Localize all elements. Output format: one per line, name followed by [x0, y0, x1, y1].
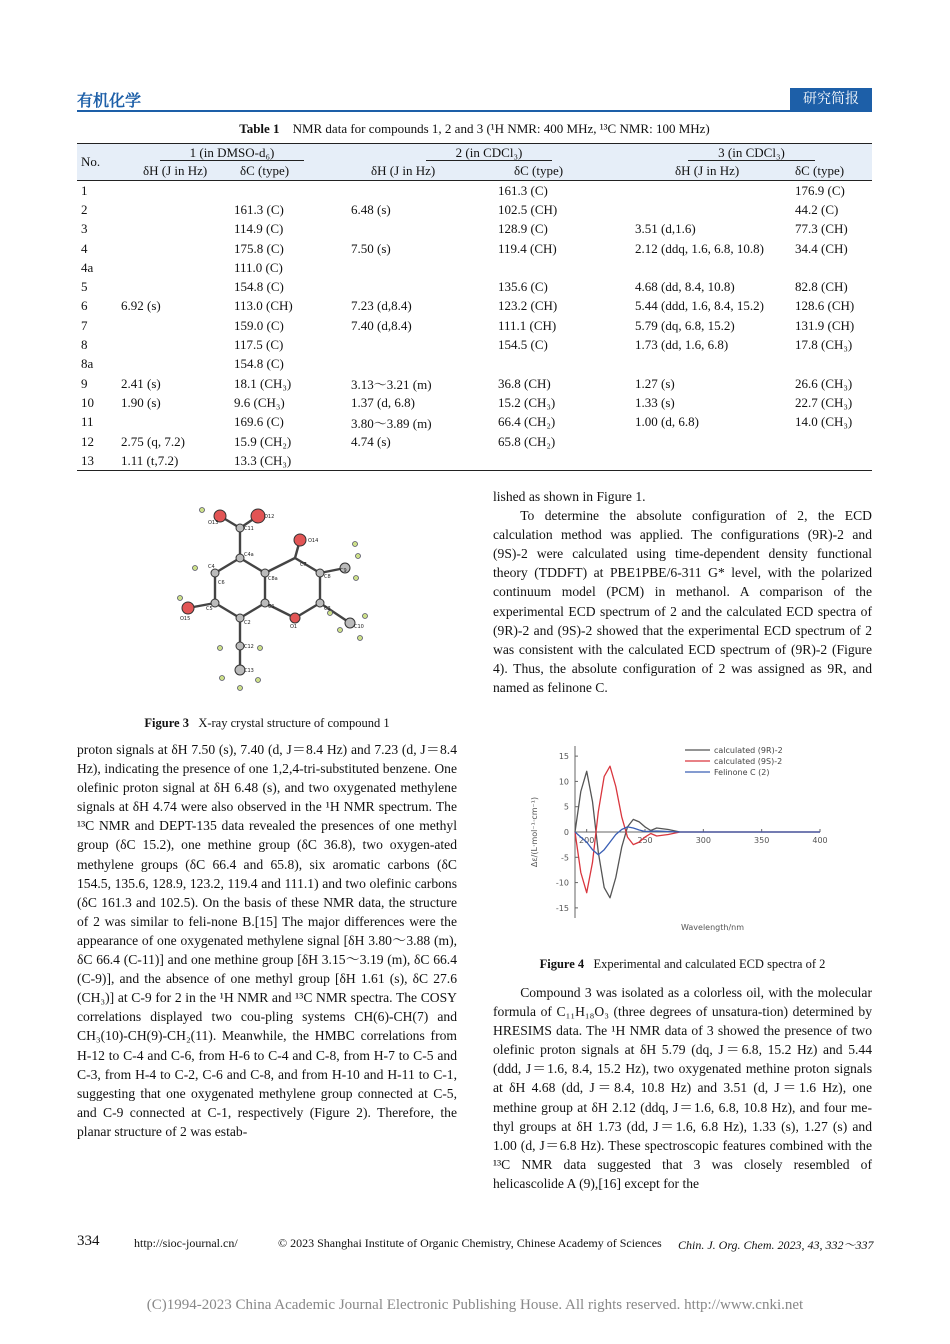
table-cell: 8: [81, 337, 88, 353]
footer-citation: Chin. J. Org. Chem. 2023, 43, 332～337: [678, 1238, 874, 1252]
table-cell: [494, 258, 631, 277]
atom-label: C1: [268, 604, 275, 610]
table-cell: 111.0 (C): [234, 259, 283, 275]
series-line-1: [575, 771, 820, 898]
table-cell: [117, 355, 230, 374]
table-cell: 117.5 (C): [234, 337, 284, 353]
table-group-1: 1 (in DMSO-d₆): [117, 144, 347, 163]
table-cell: [347, 258, 494, 277]
table-cell: 1.73 (dd, 1.6, 6.8): [635, 337, 729, 353]
table-cell: 154.8 (C): [234, 279, 284, 295]
table-row: [77, 239, 872, 258]
table-cell: 102.5 (CH): [498, 201, 558, 217]
table-cell: 6.92 (s): [121, 298, 161, 314]
table-cell: 5: [81, 279, 88, 295]
y-tick-label: -15: [555, 903, 569, 913]
table-row: [77, 451, 872, 471]
table-cell: 128.6 (CH): [795, 298, 855, 314]
table-row: [77, 316, 872, 335]
y-tick-label: 15: [558, 752, 569, 762]
atom-label: C10: [354, 624, 364, 630]
table-subhead: δH (J in Hz): [347, 162, 494, 181]
table-cell: 4.68 (dd, 8.4, 10.8): [635, 279, 735, 295]
figure3-caption: Figure 3 X-ray crystal structure of compound 1: [144, 716, 390, 730]
table-subhead: δH (J in Hz): [117, 162, 230, 181]
table-cell: 161.3 (C): [234, 201, 284, 217]
table-cell: 131.9 (CH): [795, 317, 855, 333]
x-tick-label: 350: [754, 836, 770, 845]
atom-label: C2: [244, 620, 251, 626]
table-cell: 65.8 (CH₂): [498, 433, 556, 449]
table-cell: 161.3 (C): [498, 182, 548, 198]
atom-label: C7: [300, 562, 307, 568]
table-cell: 111.1 (CH): [498, 317, 557, 333]
table-cell: [117, 200, 230, 219]
atom-label: C12: [244, 644, 254, 650]
table-cell: [347, 220, 494, 239]
table-cell: [117, 239, 230, 258]
atom-label: O1: [290, 624, 298, 630]
legend-label: calculated (9S)-2: [714, 757, 783, 766]
table-cell: 113.0 (CH): [234, 298, 293, 314]
table-cell: [631, 181, 791, 201]
table-cell: 13.3 (CH₃): [230, 451, 347, 471]
table-row: [77, 355, 872, 374]
journal-name: 有机化学: [77, 91, 142, 110]
table-title-text: NMR data for compounds 1, 2 and 3 (¹H NMR: 400 MHz, ¹³C NMR: 100 MHz): [292, 121, 710, 136]
atom-label: C5: [206, 606, 213, 612]
y-tick-label: -5: [561, 853, 569, 863]
atom-label: O13: [208, 520, 219, 526]
table-cell: 82.8 (CH): [795, 279, 848, 295]
table-row: [77, 258, 872, 277]
table-header-no: No.: [77, 144, 117, 181]
table-cell: 3: [81, 221, 88, 237]
footer-url[interactable]: http://sioc-journal.cn/: [134, 1236, 238, 1250]
table-group-3: 3 (in CDCl₃): [631, 144, 872, 163]
table-cell: 7.50 (s): [351, 240, 391, 256]
table-cell: 5.79 (dq, 6.8, 15.2): [635, 317, 735, 333]
atom-label: C6: [218, 580, 225, 586]
table-cell: 1.90 (s): [121, 394, 161, 410]
atom-label: C4: [208, 564, 215, 570]
atom-label: C11: [244, 526, 254, 532]
section-tag: 研究简报: [790, 88, 872, 110]
y-axis-label: Δε/(L·mol⁻¹·cm⁻¹): [530, 796, 539, 868]
table-cell: 135.6 (C): [498, 279, 548, 295]
table-cell: 1.27 (s): [635, 375, 675, 391]
table-title-label: Table 1: [239, 121, 280, 136]
table-cell: 123.2 (CH): [498, 298, 558, 314]
footer-copyright: © 2023 Shanghai Institute of Organic Chemistry, Chinese Academy of Sciences: [278, 1236, 662, 1250]
table-cell: 4: [81, 240, 88, 256]
table-cell: 66.4 (CH₂): [498, 414, 556, 430]
figure4-caption: Figure 4 Experimental and calculated ECD spectra of 2: [539, 957, 826, 971]
table-cell: [230, 181, 347, 201]
table-row: [77, 297, 872, 316]
table-cell: [791, 451, 872, 471]
table-cell: 175.8 (C): [234, 240, 284, 256]
atom-label: O12: [264, 514, 275, 520]
table-cell: 7: [81, 317, 88, 333]
table-cell: 1: [81, 182, 88, 198]
table-cell: 17.8 (CH₃): [795, 337, 853, 353]
table-row: [77, 374, 872, 393]
table-cell: [631, 355, 791, 374]
table-cell: [631, 432, 791, 451]
table-cell: 34.4 (CH): [795, 240, 848, 256]
table-row: [77, 432, 872, 451]
table-row: [77, 393, 872, 412]
table-cell: 11: [81, 414, 94, 430]
table-cell: 9.6 (CH₃): [234, 394, 285, 410]
right-column-top-text: [493, 487, 872, 697]
atom-label: C4a: [244, 552, 254, 558]
table-cell: 77.3 (CH): [795, 221, 848, 237]
table-cell: 4a: [81, 259, 94, 275]
table-cell: 1.33 (s): [635, 394, 675, 410]
table-row: [77, 335, 872, 354]
table-row: [77, 181, 872, 201]
table-cell: 5.44 (ddd, 1.6, 8.4, 15.2): [635, 298, 764, 314]
table-cell: [494, 355, 631, 374]
table-cell: [631, 200, 791, 219]
table-cell: [631, 258, 791, 277]
atom-label: C9: [340, 568, 347, 574]
table-cell: 3.80～3.89 (m): [351, 415, 432, 431]
table-cell: 3.13～3.21 (m): [351, 377, 432, 393]
table-cell: 36.8 (CH): [498, 375, 551, 391]
paragraph: Compound 3 was isolated as a colorless oil, with the molecular formula of C₁₁H₁₈O₃ (three degrees of unsatura-tion) determined by HRESIMS data. The ¹H NMR data of 3 showed the presence of two olefinic proton signals at δH 5.79 (dq, J＝6.8, 15.2 Hz) and 5.44 (ddd, J＝1.6, 8.4, 15.2 Hz), two oxygenated methine proton signals at δH 4.68 (dd, J＝8.4, 10.8 Hz) and 3.51 (d, J＝1.6 Hz), one methine group at δH 2.12 (ddq, J＝1.6, 6.8, 10.8 Hz), and four me-thyl groups at δH 1.73 (dd, J＝1.6, 6.8 Hz), 1.33 (s), 1.27 (s) and 1.00 (d, J＝6.8 Hz). These spectroscopic features combined with the ¹³C NMR data suggested that 3 was closely resembled of helicascolide A (9),[16] except for the: [493, 985, 872, 1191]
table-cell: [117, 277, 230, 296]
table-cell: 9: [81, 375, 88, 391]
y-tick-label: -10: [555, 878, 569, 888]
table-cell: [347, 277, 494, 296]
table-cell: 6: [81, 298, 88, 314]
atom-label: C3: [324, 606, 331, 612]
y-tick-label: 0: [563, 828, 569, 837]
table-cell: 2.75 (q, 7.2): [121, 433, 185, 449]
left-column-text: [77, 740, 457, 1141]
nmr-table: [77, 143, 872, 471]
table-cell: 2: [81, 201, 88, 217]
table-cell: [117, 220, 230, 239]
table-cell: 8a: [81, 356, 94, 372]
atom-label: C8a: [268, 576, 278, 582]
atom-label: C13: [244, 668, 254, 674]
table-cell: 26.6 (CH₃): [795, 375, 853, 391]
x-tick-label: 400: [812, 836, 828, 845]
table-cell: [494, 451, 631, 471]
series-line-2: [575, 766, 820, 893]
table-cell: 1.00 (d, 6.8): [635, 414, 699, 430]
x-tick-label: 250: [637, 836, 653, 845]
y-tick-label: 5: [563, 802, 569, 812]
table-cell: 15.2 (CH₃): [498, 394, 556, 410]
x-tick-label: 300: [695, 836, 711, 845]
table-cell: 15.9 (CH₂): [234, 433, 292, 449]
table-cell: 128.9 (C): [498, 221, 548, 237]
table-subhead: δC (type): [230, 162, 347, 181]
table-subhead: δH (J in Hz): [631, 162, 791, 181]
atom-label: C8: [324, 574, 331, 580]
table-row: [77, 277, 872, 296]
paragraph: To determine the absolute configuration of 2, the ECD calculation method was applied. The configurations (9R)-2 and (9S)-2 were calculated using time-dependent density functional theory (TDDFT) at PBE1PBE/6-311 G* level, with the polarized continuum model (PCM) in methanol. A comparison of the experimental ECD spectrum of 2 and the calculated ECD spectra of (9R)-2 and (9S)-2 showed that the experimental ECD spectrum of 2 was consistent with the calculated ECD spectrum of (9R)-2 (Figure 4). Thus, the absolute configuration of 2 was assigned as 9R, and named as felinone C.: [493, 508, 872, 695]
table-cell: [791, 432, 872, 451]
table-cell: 159.0 (C): [234, 317, 284, 333]
table-subhead: δC (type): [494, 162, 631, 181]
table-cell: 169.6 (C): [234, 414, 284, 430]
table-title: [77, 121, 872, 137]
table-row: [77, 220, 872, 239]
table-cell: 4.74 (s): [351, 433, 391, 449]
x-axis-label: Wavelength/nm: [680, 923, 745, 932]
table-cell: 7.23 (d,8.4): [351, 298, 412, 314]
table-cell: [117, 316, 230, 335]
table-cell: [117, 181, 230, 201]
table-row: [77, 413, 872, 432]
atom-label: O15: [180, 616, 191, 622]
table-cell: 7.40 (d,8.4): [351, 317, 412, 333]
table-cell: 22.7 (CH₃): [795, 394, 853, 410]
page-number: 334: [77, 1233, 100, 1249]
paragraph: proton signals at δH 7.50 (s), 7.40 (d, J＝8.4 Hz) and 7.23 (d, J＝8.4 Hz), indicating the presence of one 1,2,4-tri-substituted benzene. One olefinic proton signal at δH 6.48 (s), and two oxygenated methylene signals at δH 4.74 were also observed in the ¹H NMR spectrum. The ¹³C NMR and DEPT-135 data revealed the presences of one methyl group (δC 15.2), one methine group (δC 36.8), two oxygen-ated methylene groups (δC 66.4 and 65.8), six aromatic carbons (δC 154.5, 135.6, 128.9, 123.2, 119.4 and 111.1) and two olefinic carbons (δC 161.3 and 102.5). On the basis of these NMR data, the structure of 2 was similar to feli-none B.[15] The major differences were the appearance of one oxygenated methylene signal [δH 3.80～3.88 (m), δC 66.4 (C-11)] and one methine group [δH 3.15～3.19 (m), δC 66.4 (C-9)], and the absence of one methyl group [δH 1.61 (s), δC 27.6 (CH₃)] at C-9 for 2 in the ¹H NMR and ¹³C NMR spectra. The COSY correlations displayed two cou-pling systems CH(6)-CH(7) and CH₃(10)-CH(9)-CH₂(11). Meanwhile, the HMBC correlations from H-12 to C-4 and C-6, from H-6 to C-4 and C-8, from H-7 to C-5 and C-3, from H-4 to C-2, C-6 and C-8, and from H-10 and H-11 to C-1, suggesting that one oxygenated methylene group connected at C-5, and C-9 connected at C-1, respectively (Figure 2). Therefore, the planar structure of 2 was estab-: [77, 742, 457, 1139]
table-cell: 154.5 (C): [498, 337, 548, 353]
table-cell: [347, 451, 494, 471]
y-tick-label: 10: [558, 777, 569, 787]
right-column-bottom-text: [493, 983, 872, 1193]
table-cell: 18.1 (CH₃): [234, 375, 292, 391]
table-cell: [791, 258, 872, 277]
table-cell: [117, 258, 230, 277]
table-cell: 1.11 (t,7.2): [117, 451, 230, 471]
table-cell: [347, 335, 494, 354]
table-cell: 2.12 (ddq, 1.6, 6.8, 10.8): [635, 240, 764, 256]
legend-label: calculated (9R)-2: [714, 746, 783, 755]
table-cell: [791, 355, 872, 374]
table-cell: 6.48 (s): [351, 201, 391, 217]
ecd-chart: [525, 738, 835, 938]
table-cell: 176.9 (C): [795, 182, 845, 198]
paragraph: lished as shown in Figure 1.: [493, 489, 646, 504]
table-cell: 1.37 (d, 6.8): [351, 394, 415, 410]
table-cell: 44.2 (C): [795, 201, 839, 217]
table-cell: [347, 181, 494, 201]
legend-label: Felinone C (2): [714, 768, 770, 777]
xray-structure-figure: [160, 498, 390, 700]
table-cell: 12: [81, 433, 94, 449]
table-cell: 154.8 (C): [234, 356, 284, 372]
table-cell: 3.51 (d,1.6): [635, 221, 696, 237]
table-cell: 2.41 (s): [121, 375, 161, 391]
table-cell: [117, 335, 230, 354]
table-row: [77, 200, 872, 219]
table-cell: [347, 355, 494, 374]
table-cell: 114.9 (C): [234, 221, 284, 237]
table-cell: 14.0 (CH₃): [795, 414, 853, 430]
table-cell: 119.4 (CH): [498, 240, 557, 256]
header-rule: [77, 110, 872, 112]
table-group-2: 2 (in CDCl₃): [347, 144, 631, 163]
table-cell: [631, 451, 791, 471]
table-subhead: δC (type): [791, 162, 872, 181]
atom-label: O14: [308, 538, 319, 544]
watermark: (C)1994-2023 China Academic Journal Electronic Publishing House. All rights reserved. http://www.cnki.net: [146, 1297, 804, 1313]
table-cell: [117, 413, 230, 432]
table-cell: 13: [77, 451, 117, 471]
table-cell: 10: [81, 394, 94, 410]
x-tick-label: 200: [579, 836, 595, 845]
